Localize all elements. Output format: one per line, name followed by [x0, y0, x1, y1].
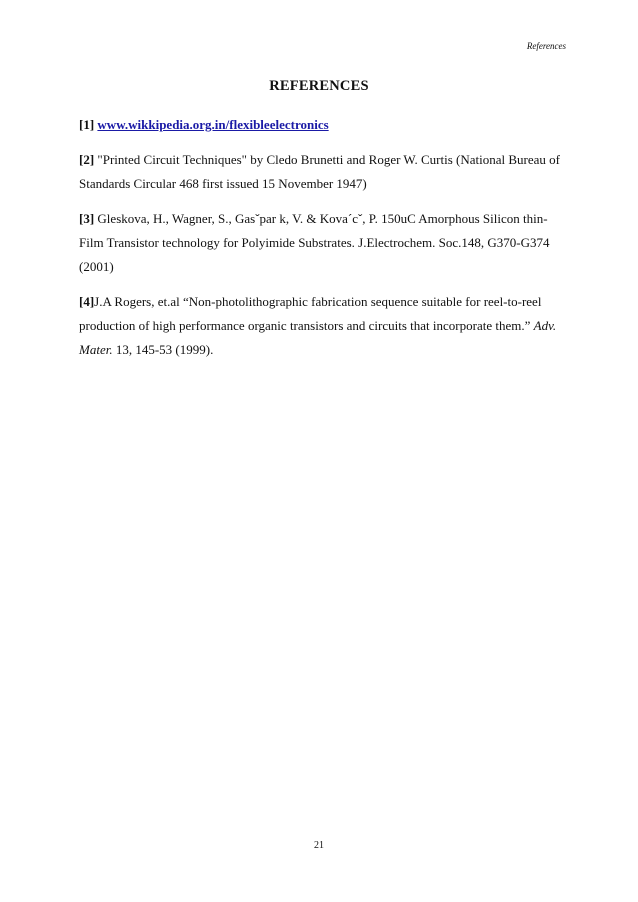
reference-journal: Adv. Mater. — [79, 318, 557, 357]
page-number: 21 — [314, 840, 324, 851]
reference-item-2 — [79, 148, 567, 196]
page-title: REFERENCES — [269, 78, 369, 94]
reference-text: "Printed Circuit Techniques" by Cledo Brunetti and Roger W. Curtis (National Bureau of Standards Circular 468 first issued 15 November 1947) — [79, 152, 561, 191]
reference-item-4 — [79, 290, 567, 362]
reference-text: J.A Rogers, et.al “Non-photolithographic fabrication sequence suitable for reel-to-reel production of high performance organic transistors and circuits that incorporate them.” — [79, 294, 542, 333]
reference-number: [4] — [79, 294, 95, 309]
reference-text: Gleskova, H., Wagner, S., Gasˇpar k, V. & Kova´cˇ, P. 150uC Amorphous Silicon thin-Film Transistor technology for Polyimide Substrates. J.Electrochem. Soc.148, G370-G374 (2001) — [79, 211, 550, 274]
reference-item-1 — [79, 113, 567, 137]
running-header: References — [526, 41, 566, 51]
reference-item-3 — [79, 207, 567, 279]
reference-link[interactable]: www.wikkipedia.org.in/flexibleelectronics — [97, 117, 329, 132]
reference-list — [79, 113, 567, 373]
reference-number: [1] — [79, 117, 95, 132]
reference-number: [2] — [79, 152, 95, 167]
reference-number: [3] — [79, 211, 95, 226]
reference-text-tail: 13, 145-53 (1999). — [112, 342, 214, 357]
